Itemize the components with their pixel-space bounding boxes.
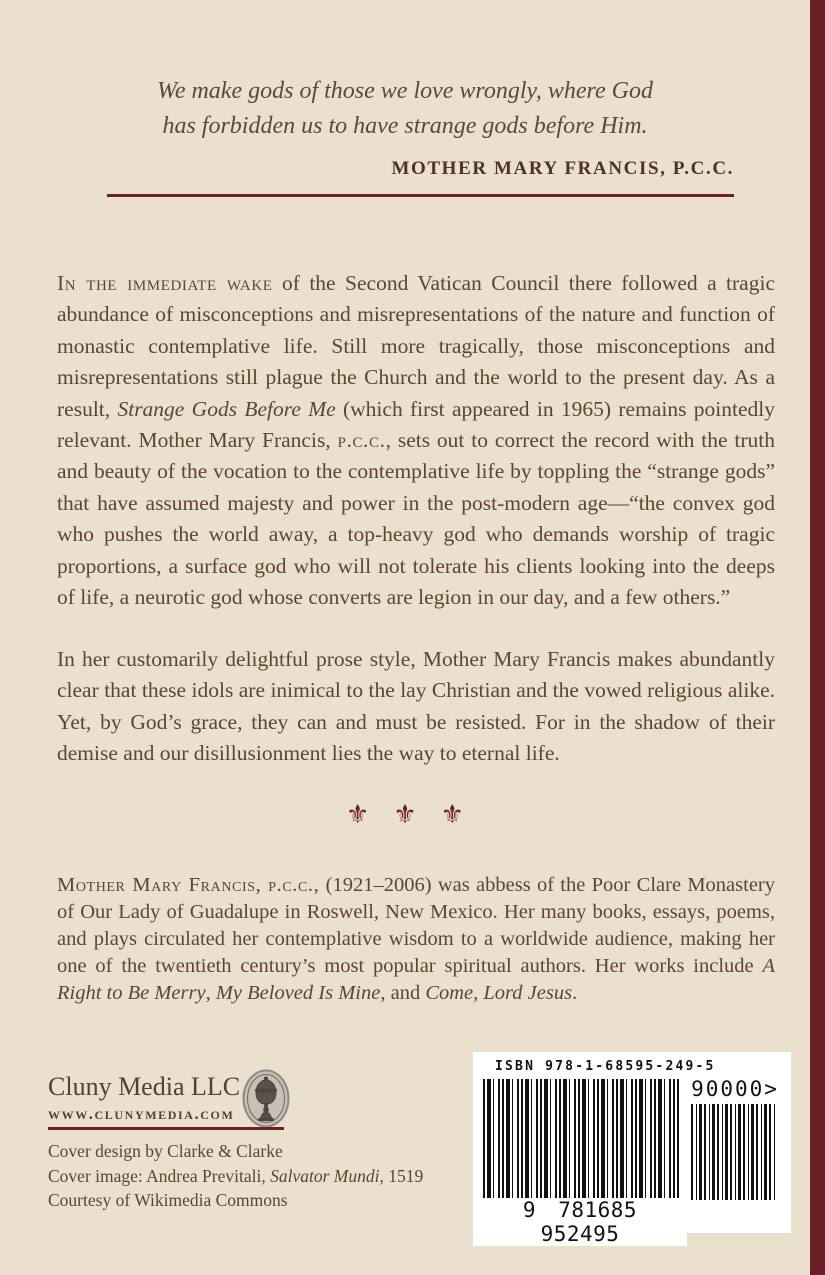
chalice-logo-icon — [242, 1069, 290, 1128]
barcode-panel — [473, 1052, 791, 1246]
fleuron-icon: ⚜ — [346, 800, 370, 830]
fleuron-icon: ⚜ — [393, 800, 417, 830]
publisher-name: Cluny Media LLC — [48, 1072, 241, 1101]
credit-line-design: Cover design by Clarke & Clarke — [48, 1141, 283, 1161]
fleuron-ornament-row — [0, 800, 810, 830]
synopsis-paragraph-2: In her customarily delightful prose style, Mother Mary Francis makes abundantly clear that these idols are inimical to the lay Christian and the vowed religious alike. Yet, by God’s grace, they can and must be resisted. For in the shadow of their demise and our disillusionment lies the way to eternal life. — [57, 647, 775, 766]
epigraph-line-1: We make gods of those we love wrongly, where God — [157, 78, 653, 104]
barcode-digits: 9 781685 952495 — [473, 1198, 687, 1246]
epigraph-line-2: has forbidden us to have strange gods before Him. — [162, 113, 648, 139]
credit-line-courtesy: Courtesy of Wikimedia Commons — [48, 1190, 288, 1210]
price-supplement-code: 90000> — [691, 1077, 779, 1101]
supplement-barcode-bars — [691, 1104, 777, 1200]
epigraph-attribution: MOTHER MARY FRANCIS, P.C.C. — [391, 158, 734, 179]
fleuron-icon: ⚜ — [440, 800, 464, 830]
author-bio: Mother Mary Francis, p.c.c., (1921–2006) was abbess of the Poor Clare Monastery of Our Lady of Guadalupe in Roswell, New Mexico. Her many books, essays, poems, and plays circulated her contemplative wisdom to a worldwide audience, making her one of the twentieth century’s most popular spiritual authors. Her works include A Right to Be Merry, My Beloved Is Mine, and Come, Lord Jesus. — [57, 874, 775, 1004]
spine-stripe — [810, 0, 825, 1275]
footer-divider-rule — [48, 1127, 284, 1130]
header-divider-rule — [107, 194, 734, 197]
synopsis-paragraph-1: In the immediate wake of the Second Vatican Council there followed a tragic abundance of misconceptions and misrepresentations of the nature and function of monastic contemplative life. Still more tragically, those misconceptions and misrepresentations still plague the Church and the world to the present day. As a result, Strange Gods Before Me (which first appeared in 1965) remains pointedly relevant. Mother Mary Francis, p.c.c., sets out to correct the record with the truth and beauty of the vocation to the contemplative life by toppling the “strange gods” that have assumed majesty and power in the post-modern age—“the convex god who pushes the world away, a top-heavy god who demands worship of tragic proportions, a surface god who will not tolerate his clients looking into the deeps of life, a neurotic god whose converts are legion in our day, and a few others.” — [57, 271, 775, 610]
isbn-label: ISBN 978-1-68595-249-5 — [495, 1059, 716, 1074]
publisher-website: www.clunymedia.com — [48, 1104, 235, 1123]
ean-barcode-bars — [483, 1079, 679, 1200]
epigraph-quote — [60, 74, 750, 144]
credit-line-image: Cover image: Andrea Previtali, Salvator Mundi, 1519 — [48, 1165, 424, 1186]
credits-block — [48, 1139, 423, 1213]
